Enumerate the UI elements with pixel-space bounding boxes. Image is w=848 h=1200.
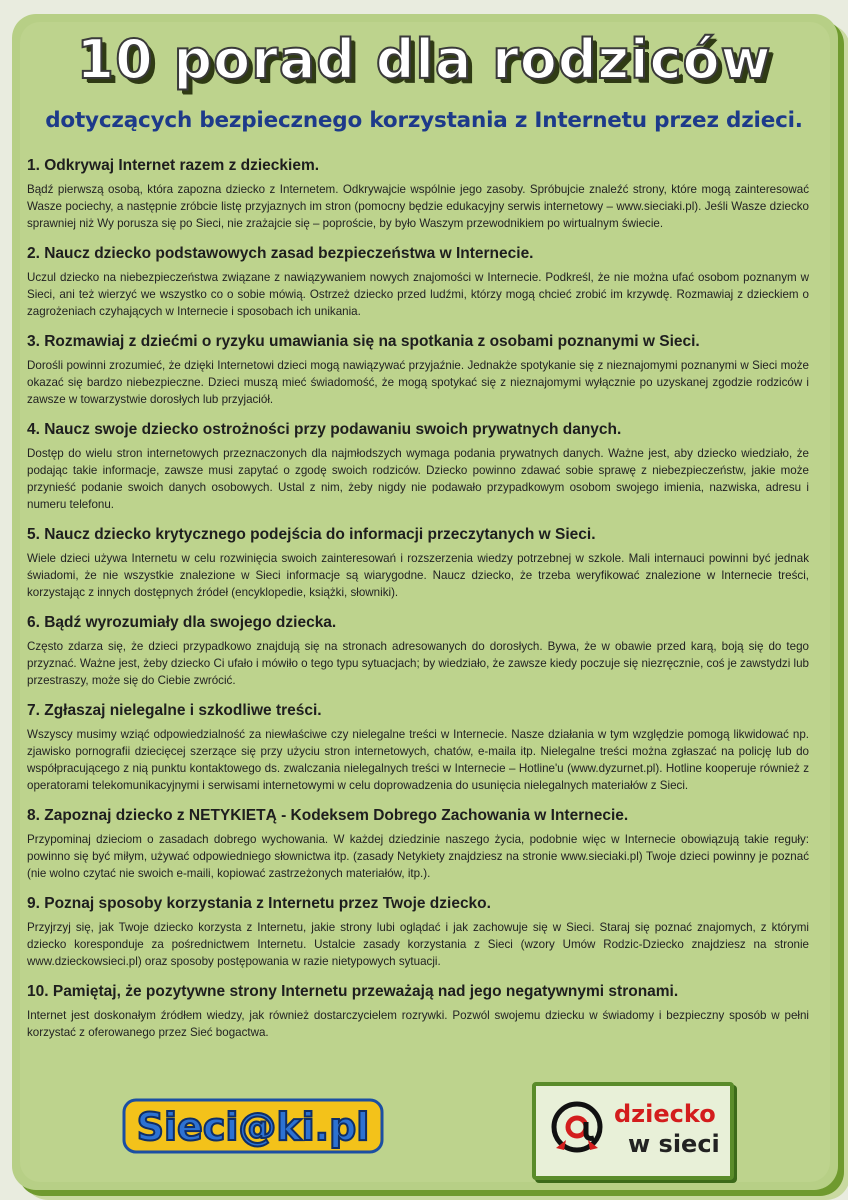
tip-heading: 4. Naucz swoje dziecko ostrożności przy podawaniu swoich prywatnych danych.: [27, 421, 622, 438]
tip-body: Wiele dzieci używa Internetu w celu rozwinięcia swoich zainteresowań i rozszerzenia wiedzy potrzebnej w szkole. Mali internauci powinni być jednak świadomi, że nie wszystkie znalezione w Sieci informacje są wiarygodne. Naucz dziecko, że trzeba weryfikować znalezione w Internecie treści, korzystając z innych dostępnych źródeł (encyklopedie, książki, słowniki).: [27, 552, 809, 599]
tip-heading: 7. Zgłaszaj nielegalne i szkodliwe treści.: [27, 702, 322, 719]
tip-heading: 10. Pamiętaj, że pozytywne strony Internetu przeważają nad jego negatywnymi stronami.: [27, 983, 679, 1000]
tip-body: Dorośli powinni zrozumieć, że dzięki Internetowi dzieci mogą nawiązywać przyjaźnie. Jednakże spotykanie się z nieznajomymi poznanymi w Sieci może okazać się bardzo niebezpieczne. Dzieci muszą mieć świadomość, że mogą spotykać się z nieznajomymi wyłącznie po uzyskanej zgodzie rodziców i zawsze w towarzystwie dorosłych lub przyjaciół.: [27, 359, 809, 406]
tip-item: [27, 806, 809, 882]
tip-heading: 6. Bądź wyrozumiały dla swojego dziecka.: [27, 614, 337, 631]
tip-body: Wszyscy musimy wziąć odpowiedzialność za niewłaściwe czy nielegalne treści w Internecie. Nasze działania w tym względzie pomogą likwidować np. zjawisko pornografii dziecięcej szerzące się przy użyciu stron internetowych, chatów, e-maila itp. Nielegalne treści można zgłaszać na policję lub do współpracującego z nią punktu kontaktowego ds. zwalczania nielegalnych treści w Internecie – Hotline'u (www.dyzurnet.pl). Hotline kooperuje również z operatorami telekomunikacyjnymi i serwisami internetowymi w celu doprowadzenia do usunięcia nielegalnych materiałów z Sieci.: [27, 728, 809, 792]
page-subtitle: dotyczących bezpiecznego korzystania z Internetu przez dzieci.: [45, 108, 803, 133]
dziecko-w-sieci-logo: [532, 1082, 734, 1180]
tip-heading: 2. Naucz dziecko podstawowych zasad bezpieczeństwa w Internecie.: [27, 245, 534, 262]
tip-item: [27, 244, 809, 320]
tip-body: Bądź pierwszą osobą, która zapozna dziecko z Internetem. Odkrywajcie wspólnie jego zasoby. Spróbujcie znaleźć strony, które mogą zainteresować Wasze pociechy, a następnie zróbcie listę przyjaznych im stron (pomocny będzie edukacyjny serwis internetowy – www.sieciaki.pl). Jeśli Wasze dziecko sprawniej niż Wy porusza się po Sieci, nie zrażajcie się – poproście, by było Waszym przewodnikiem po wirtualnym świecie.: [27, 183, 809, 230]
tip-heading: 8. Zapoznaj dziecko z NETYKIETĄ - Kodeksem Dobrego Zachowania w Internecie.: [27, 807, 629, 824]
tip-item: [27, 982, 809, 1041]
tip-item: [27, 332, 809, 408]
tip-heading: 1. Odkrywaj Internet razem z dzieckiem.: [27, 157, 320, 174]
tip-body: Przypominaj dzieciom o zasadach dobrego wychowania. W każdej dziedzinie naszego życia, podobnie więc w Internecie obowiązują takie reguły: powinno się być miłym, używać odpowiedniego słownictwa itp. (zasady Netykiety znajdziesz na stronie www.sieciaki.pl) Twoje dzieci powinny je poznać (nie wolno czytać nie swoich e-maili, kopiować zastrzeżonych materiałów, itp.).: [27, 833, 809, 880]
sieciaki-logo-text: Sieci@ki.pl: [136, 1105, 370, 1149]
tip-body: Przyjrzyj się, jak Twoje dziecko korzysta z Internetu, jakie strony lubi oglądać i jak zachowuje się w Sieci. Staraj się poznać znajomych, z którymi dziecko koresponduje za pośrednictwem Internetu. Ustalcie zasady korzystania z Sieci (wzory Umów Rodzic-Dziecko znajdziesz na stronie www.dzieckowsieci.pl) oraz sposoby postępowania w razie nietypowych sytuacji.: [27, 921, 809, 968]
logo-line-dziecko: dziecko: [614, 1100, 716, 1128]
tip-item: [27, 156, 809, 232]
logo-line-w-sieci: w sieci: [628, 1130, 720, 1158]
tip-item: [27, 894, 809, 970]
tip-heading: 9. Poznaj sposoby korzystania z Internetu przez Twoje dziecko.: [27, 895, 491, 912]
sieciaki-logo: [120, 1090, 390, 1160]
sieciaki-logo-graphic: [120, 1090, 390, 1160]
tip-item: [27, 420, 809, 513]
tip-body: Dostęp do wielu stron internetowych przeznaczonych dla najmłodszych wymaga podania prywatnych danych. Ważne jest, aby dziecko wiedziało, że podając takie informacje, zawsze musi zapytać o zgodę swoich rodziców. Dziecko powinno zdawać sobie sprawę z niebezpieczeństw, jakie może przynieść podanie swoich danych osobowych. Ustal z nim, żeby nigdy nie podawało przypadkowym osobom swojego imienia, nazwiska, adresu i numeru telefonu.: [27, 447, 809, 511]
tip-item: [27, 613, 809, 689]
tip-body: Internet jest doskonałym źródłem wiedzy, jak również dostarczycielem rozrywki. Pozwól swojemu dziecku w świadomy i bezpieczny sposób w pełni korzystać z oferowanego przez Sieć bogactwa.: [27, 1009, 809, 1039]
tip-item: [27, 701, 809, 794]
page-title: 10 porad dla rodziców: [76, 28, 772, 91]
tip-body: Często zdarza się, że dzieci przypadkowo znajdują się na stronach adresowanych do dorosłych. Bywa, że w obawie przed karą, boją się do tego przyznać. Ważne jest, żeby dziecko Ci ufało i mówiło o tego typu sytuacjach; by wiedziało, że zawsze kiedy poczuje się niezręcznie, coś je zawstydzi lub przestraszy, może się do Ciebie zwrócić.: [27, 640, 809, 687]
tip-item: [27, 525, 809, 601]
tips-list: [27, 156, 809, 1053]
tip-heading: 3. Rozmawiaj z dziećmi o ryzyku umawiania się na spotkania z osobami poznanymi w Sieci.: [27, 333, 700, 350]
at-sign-icon: [550, 1100, 604, 1154]
tip-heading: 5. Naucz dziecko krytycznego podejścia do informacji przeczytanych w Sieci.: [27, 526, 596, 543]
tip-body: Uczul dziecko na niebezpieczeństwa związane z nawiązywaniem nowych znajomości w Internecie. Podkreśl, że nie można ufać osobom poznanym w Sieci, ani też wierzyć we wszystko co o sobie mówią. Ostrzeż dziecko przed ludźmi, którzy mogą chcieć zrobić im krzywdę. Rozmawiaj z dzieckiem o zagrożeniach czyhających w Internecie i sposobach ich unikania.: [27, 271, 809, 318]
